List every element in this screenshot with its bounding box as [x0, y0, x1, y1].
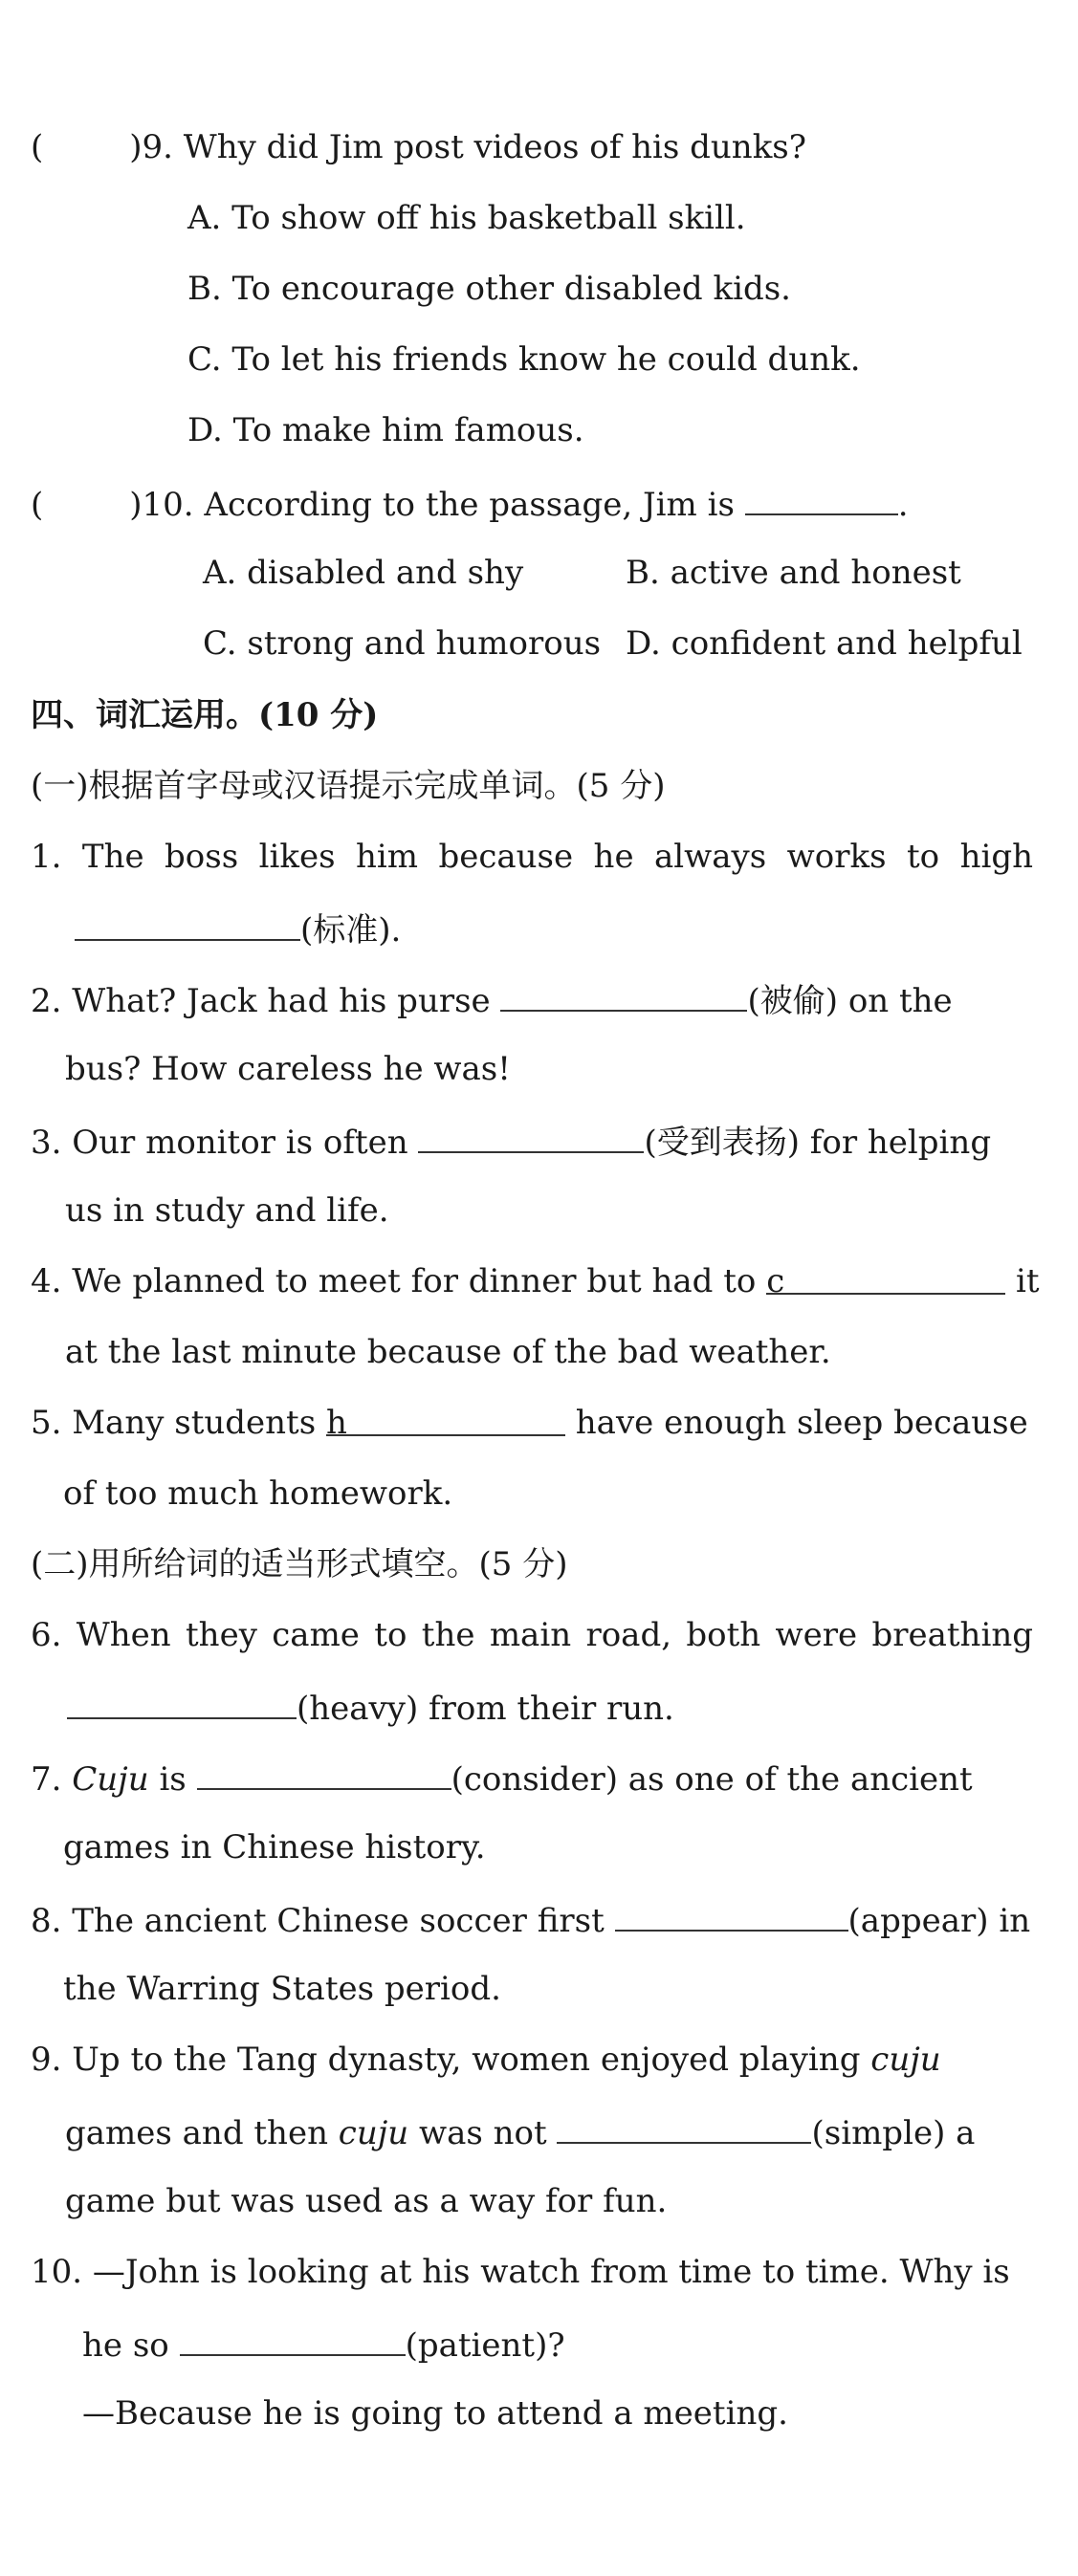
question-10 [31, 481, 909, 526]
option-b[interactable]: B. active and honest [626, 554, 961, 592]
option-c[interactable]: C. To let his friends know he could dunk. [187, 340, 861, 379]
item-8-line-2: the Warring States period. [63, 1970, 501, 2008]
fill-blank[interactable] [67, 1685, 297, 1719]
option-c[interactable]: C. strong and humorous [203, 624, 602, 663]
item-1-line-2: (标准). [75, 906, 401, 951]
item-9-line-2: games and then cuju was not (simple) a [65, 2109, 975, 2154]
item-3-line-1: 3. Our monitor is often (受到表扬) for helping [31, 1119, 991, 1164]
item-10-line-1: 10. —John is looking at his watch from time to time. Why is [31, 2253, 1010, 2291]
item-2-line-2: bus? How careless he was! [65, 1050, 511, 1088]
item-7-line-1: 7. Cuju is (consider) as one of the ancient [31, 1756, 973, 1801]
fill-blank[interactable]: h [326, 1402, 565, 1436]
fill-blank[interactable] [500, 977, 747, 1012]
answer-paren-open: ( [31, 486, 44, 524]
question-stem: 9. Why did Jim post videos of his dunks? [142, 128, 806, 166]
fill-blank[interactable] [557, 2109, 811, 2144]
item-9-line-3: game but was used as a way for fun. [65, 2182, 668, 2220]
fill-blank[interactable] [615, 1897, 848, 1932]
answer-paren-close: ) [129, 486, 143, 524]
item-9-line-1: 9. Up to the Tang dynasty, women enjoyed playing cuju [31, 2041, 941, 2079]
item-6-line-2: (heavy) from their run. [67, 1685, 674, 1730]
section-title: 四、词汇运用。(10 分) [31, 696, 379, 734]
question-end: . [897, 486, 909, 524]
item-1-line-1: 1. The boss likes him because he always works to high [31, 838, 1033, 876]
item-2-line-1: 2. What? Jack had his purse (被偷) on the [31, 977, 953, 1022]
item-8-line-1: 8. The ancient Chinese soccer first (appear) in [31, 1897, 1030, 1942]
fill-blank[interactable] [75, 906, 300, 941]
option-a[interactable]: A. disabled and shy [203, 554, 524, 592]
part-title: (二)用所给词的适当形式填空。(5 分) [31, 1545, 568, 1583]
option-a[interactable]: A. To show off his basketball skill. [187, 199, 746, 237]
question-stem: 10. According to the passage, Jim is [142, 486, 735, 524]
fill-blank[interactable] [197, 1756, 451, 1790]
fill-blank[interactable] [418, 1119, 644, 1153]
item-10-line-3: —Because he is going to attend a meeting. [82, 2394, 788, 2433]
item-5-line-2: of too much homework. [63, 1474, 453, 1513]
option-b[interactable]: B. To encourage other disabled kids. [187, 270, 791, 308]
answer-paren-close: ) [129, 128, 143, 166]
item-6-line-1: 6. When they came to the main road, both were breathing [31, 1616, 1033, 1654]
item-3-line-2: us in study and life. [65, 1191, 389, 1230]
item-7-line-2: games in Chinese history. [63, 1828, 486, 1867]
option-d[interactable]: D. To make him famous. [187, 411, 584, 449]
answer-paren-open: ( [31, 128, 44, 166]
fill-blank[interactable] [745, 481, 898, 515]
part-title: (一)根据首字母或汉语提示完成单词。(5 分) [31, 767, 666, 805]
option-d[interactable]: D. confident and helpful [626, 624, 1023, 663]
item-5-line-1: 5. Many students h have enough sleep because [31, 1404, 1028, 1442]
fill-blank[interactable]: c [766, 1260, 1005, 1295]
fill-blank[interactable] [180, 2322, 406, 2356]
item-4-line-2: at the last minute because of the bad weather. [65, 1333, 831, 1371]
question-9 [31, 126, 806, 168]
item-10-line-2: he so (patient)? [82, 2322, 565, 2367]
item-4-line-1: 4. We planned to meet for dinner but had to c it [31, 1262, 1040, 1300]
